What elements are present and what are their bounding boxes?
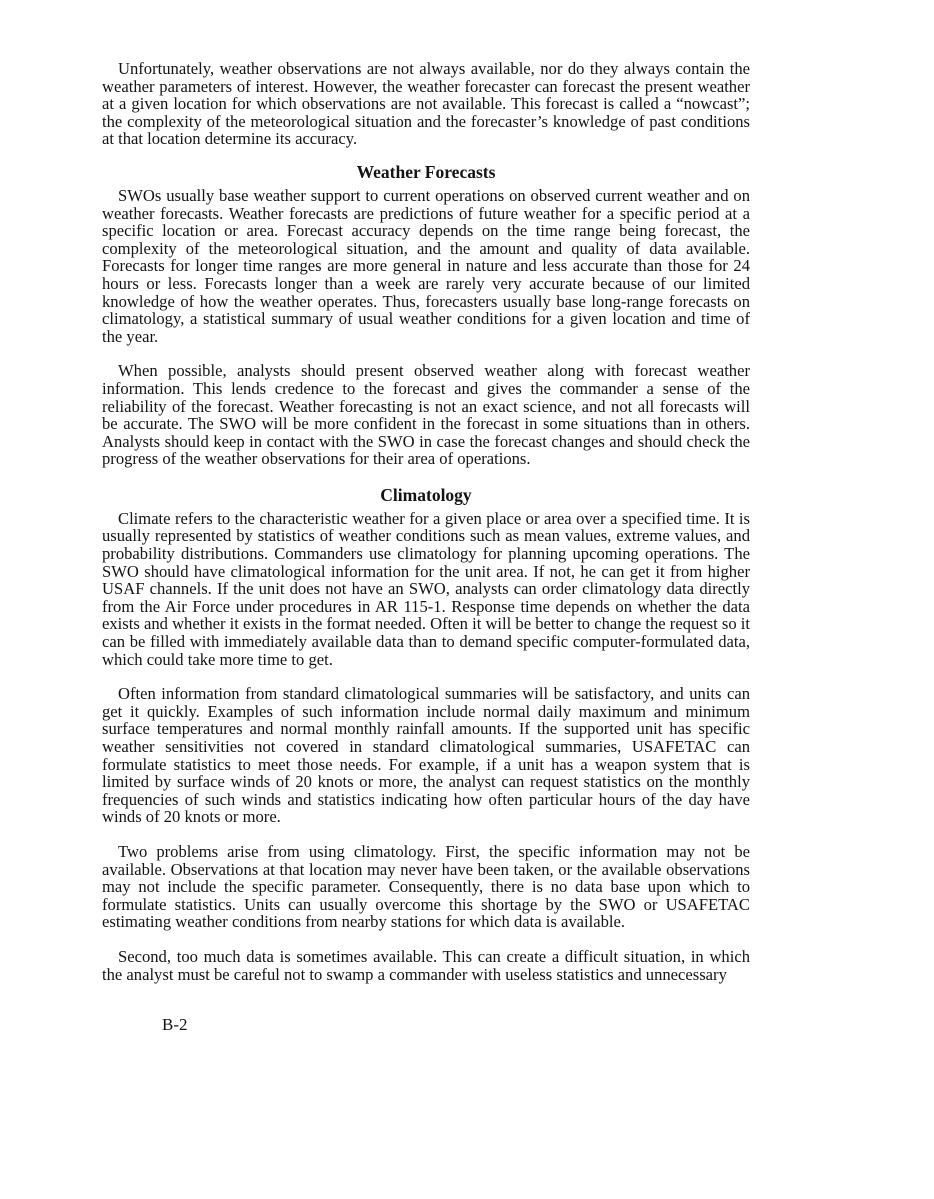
- section-heading-weather-forecasts: Weather Forecasts: [356, 161, 496, 182]
- climatology-paragraph-1: Climate refers to the characteristic weather for a given place or area over a specified time. It is usually represented by statistics of weather conditions such as mean values, extreme values, and probability distributions. Commanders use climatology for planning upcoming operations. The SWO should have climatological information for the unit area. If not, he can get it from higher USAF channels. If the unit does not have an SWO, analysts can order climatology data directly from the Air Force under procedures in AR 115-1. Response time depends on whether the data exists and whether it exists in the format needed. Often it will be better to change the request so it can be filled with immediately available data than to demand specific computer-formulated data, which could take more time to get.: [102, 508, 750, 669]
- forecasts-paragraph-1: SWOs usually base weather support to current operations on observed current weather and on weather forecasts. Weather forecasts are predictions of future weather for a specific period at a specific location or area. Forecast accuracy depends on the time range being forecast, the complexity of the meteorological situation, and the amount and quality of data available. Forecasts for longer time ranges are more general in nature and less accurate than those for 24 hours or less. Forecasts longer than a week are rarely very accurate because of our limited knowledge of how the weather operates. Thus, forecasters usually base long-range forecasts on climatology, a statistical summary of usual weather conditions for a given location and time of the year.: [102, 185, 750, 346]
- climatology-paragraph-3: Two problems arise from using climatology. First, the specific information may not be available. Observations at that location may never have been taken, or the available observations may not include the specific parameter. Consequently, there is no data base upon which to formulate statistics. Units can usually overcome this shortage by the SWO or USAFETAC estimating weather conditions from nearby stations for which data is available.: [102, 841, 750, 932]
- climatology-paragraph-4: Second, too much data is sometimes available. This can create a difficult situation, in which the analyst must be careful not to swamp a commander with useless statistics and unnecessary: [102, 946, 750, 984]
- intro-paragraph: Unfortunately, weather observations are not always available, nor do they always contain the weather parameters of interest. However, the weather forecaster can forecast the present weather at a given location for which observations are not available. This forecast is called a “nowcast”; the complexity of the meteorological situation and the forecaster’s knowledge of past conditions at that location determine its accuracy.: [102, 59, 750, 149]
- body-text: [102, 60, 750, 1000]
- page-number: B-2: [162, 1015, 188, 1034]
- climatology-paragraph-2: Often information from standard climatological summaries will be satisfactory, and units can get it quickly. Examples of such information include normal daily maximum and minimum surface temperatures and normal monthly rainfall amounts. If the supported unit has specific weather sensitivities not covered in standard climatological summaries, USAFETAC can formulate statistics to meet those needs. For example, if a unit has a weapon system that is limited by surface winds of 20 knots or more, the analyst can request statistics on the monthly frequencies of such winds and statistics indicating how often particular hours of the day have winds of 20 knots or more.: [102, 684, 750, 827]
- forecasts-paragraph-2: When possible, analysts should present observed weather along with forecast weather information. This lends credence to the forecast and gives the commander a sense of the reliability of the forecast. Weather forecasting is not an exact science, and not all forecasts will be accurate. The SWO will be more confident in the forecast in some situations than in others. Analysts should keep in contact with the SWO in case the forecast changes and should check the progress of the weather observations for their area of operations.: [102, 361, 750, 469]
- section-heading-climatology: Climatology: [380, 484, 472, 505]
